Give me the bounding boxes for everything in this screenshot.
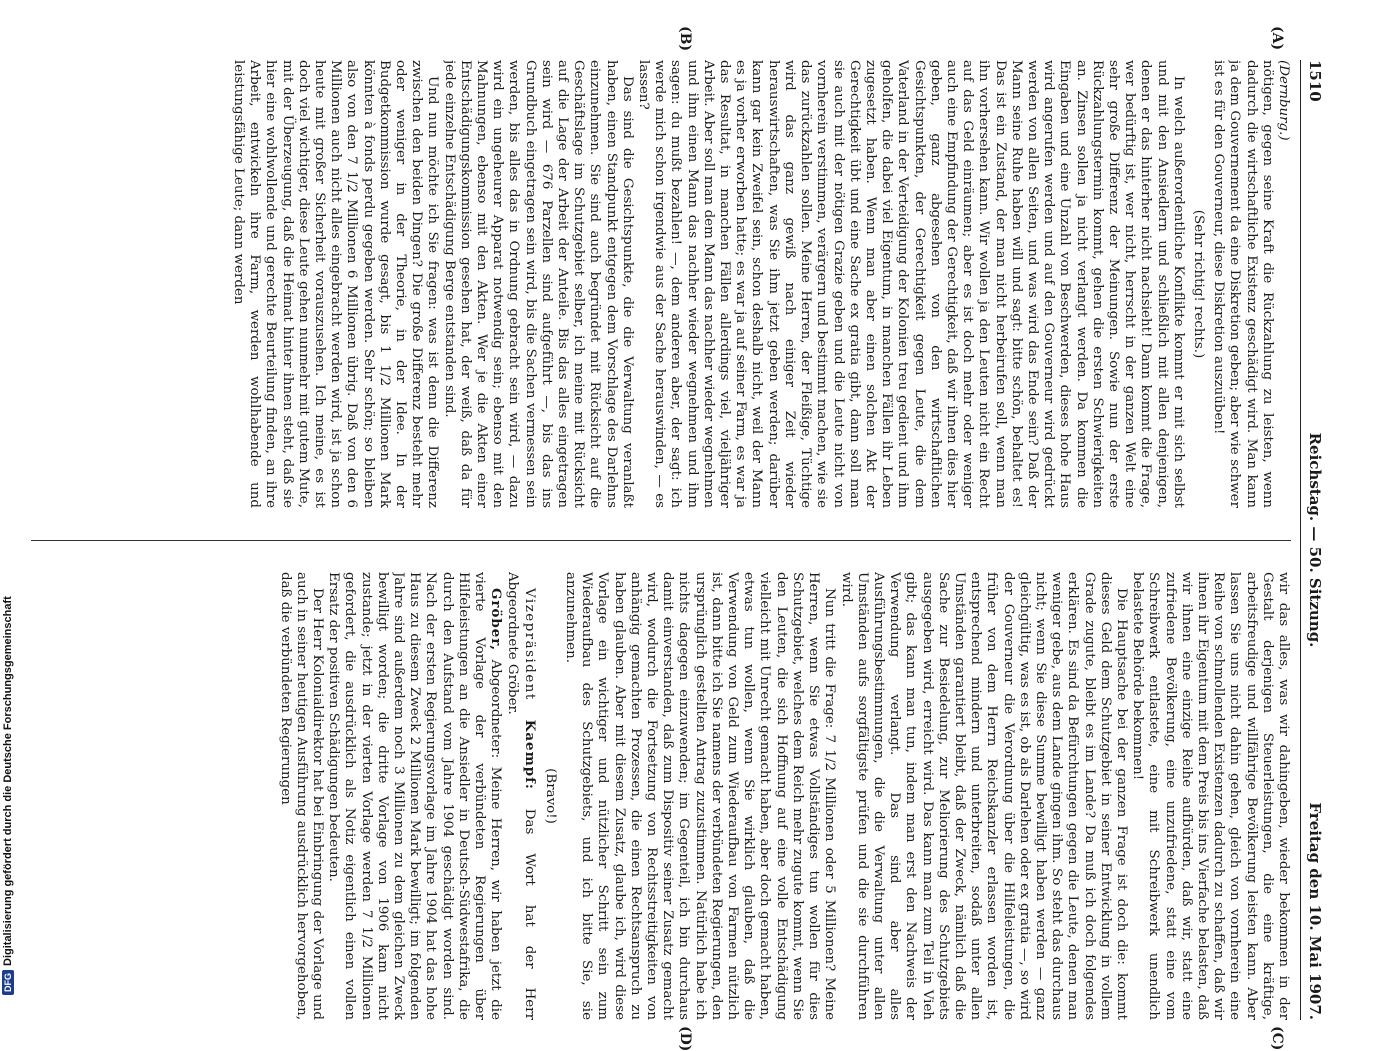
right-column [21, 572, 1291, 1020]
paragraph: wir das alles, was wir dahingeben, wieder bekommen in der Gestalt derjenigen Steuerleistungen, die eine kräftige, arbeitsfreudige und willfährige Bevölkerung leisten kann. Aber lassen Sie uns nicht dahin gehen, gleich von vornherein eine Reihe von schmollenden Existenzen dadurch zu schaffen, daß wir ihnen ihr Eigentum mit dem Preis bis ins Vierfache belasten, daß wir ihnen eine einzige Reihe aufbürden, daß wir, statt eine zufriedene Bevölkerung, eine unzufriedene, statt eine vom Schreibwerk entlastete, eine mit Schreibwerk unendlich belastete Behörde bekommen! [1130, 572, 1291, 1020]
chair-name: Kaempf: [521, 719, 538, 790]
chair-text: Das Wort hat der Herr Abgeordnete Gröber. [505, 572, 537, 1020]
speech-text: Abgeordneter: Meine Herren, wir haben jetzt die vierte Vorlage der verbündeten Regierungen über Hilfeleistungen an die Ansiedler in Deutsch-Südwestafrika, die durch den Aufstand vom Jahre 1904 geschädigt worden sind. Nach der ersten Regierungsvorlage im Jahre 1904 hat das hohe Haus zu diesem Zweck 2 Millionen Mark bewilligt; im folgenden Jahre sind außerdem noch 3 Millionen zu dem gleichen Zweck bewilligt worden; die dritte Vorlage von 1906 kam nicht zustande; jetzt in der vierten Vorlage werden 7 1/2 Millionen gefordert, die ausdrücklich als Notiz eigentlich einen vollen Ersatz der positiven Schädigungen bedeuten. [326, 572, 504, 1020]
paragraph: Das sind die Gesichtspunkte, die die Verwaltung veranlaßt haben, einen Standpunkt entgegen dem Vorschlage des Darlehns einzunehmen. Sie sind auch begründet mit Rücksicht auf die Geschäftslage im Schutzgebiet selber, ich meine mit Rücksicht auf die Lage der Arbeit der Anteile. Bis das alles eingetragen sein wird — 676 Parzellen sind aufgeführt —, bis das ins Grundbuch eingetragen sein wird, bis die Sachen vermessen sein werden, bis alles das in Ordnung gebracht sein wird, — dazu wird ein ungeheurer Apparat notwendig sein; ebenso mit den Mahnungen, ebenso mit den Akten. Wer je die Akten einer Entschädigungskommission gesehen hat, der weiß, daß da für jede einzelne Entschädigung Berge entstanden sind. [441, 60, 635, 508]
dfg-logo: DFG [2, 970, 14, 995]
scanned-page [15, 26, 1325, 1051]
speaker-name: Gröber, [488, 588, 505, 652]
speech-start [325, 572, 504, 1020]
paragraph: Die Hauptsache bei der ganzen Frage ist doch die: kommt dieses Geld dem Schutzgebiet in seiner Entwicklung in vollem Grade zugute, bleibt es im Lande? Da muß ich doch folgendes erklären. Es sind da Befürchtungen gegen die Leute, denen man weniger gebe, aus dem Lande gingen ihm. So steht das durchaus nicht; wenn Sie diese Summe bewilligt haben werden — ganz gleichgültig, was es ist, ob als Darlehen oder ex gratia —, so wird der Gouverneur die Verordnung über die Hilfeleistungen, die früher von dem Herrn Reichskanzler erlassen worden ist, entsprechend mindern und unterbreiten, sodaß unter allen Umständen garantiert bleibt, daß der Zweck, nämlich daß die Sache zur Besiedelung, zur Meliorierung des Schutzgebiets ausgegeben wird, erreicht wird. Das kann man zum Teil in Vieh gibt; das kann man tun, indem man erst den Nachweis der Verwendung verlangt. Das sind aber alles Ausführungsbestimmungen, die die Verwaltung unter allen Umständen aufs sorgfältigste prüfen und die sie durchführen wird. [838, 572, 1129, 1020]
column-divider [31, 540, 1291, 541]
session-title: Reichstag. — 50. Sitzung. [1306, 432, 1324, 648]
chair-statement [504, 572, 537, 1020]
session-date: Freitag den 10. Mai 1907. [1306, 802, 1324, 1020]
paragraph: Und nun möchte ich Sie fragen: was ist denn die Differenz zwischen den beiden Dingen? Die große Differenz besteht mehr oder weniger in der Theorie, in der Idee. In der Budgetkommission wurde gesagt, bis 1 1/2 Millionen Mark könnten à fonds perdu gegeben werden. Sehr schön; so bleiben also von den 7 1/2 Millionen 6 Millionen übrig. Daß von den 6 Millionen auch nicht alles eingebracht werden wird, ist ja schon heute mit großer Sicherheit vorauszusehen. Ich meine, es ist doch viel wichtiger, diese Leute gehen nunmehr mit gutem Mute, mit der Überzeugung, daß die Heimat hinter ihnen steht, daß sie hier eine wohlwollende und gerechte Beurteilung finden, an ihre Arbeit, entwickeln ihre Farm, werden wohlhabende und leistungsfähige Leute; dann werden [231, 60, 441, 508]
funding-credit-text: Digitalisierung gefördert durch die Deutsche Forschungsgemeinschaft [2, 596, 14, 966]
chair-title: Vizepräsident [521, 588, 537, 701]
page-number: 1510 [1306, 60, 1324, 102]
margin-marker-d: (D) [677, 1026, 693, 1051]
left-column [21, 60, 1291, 508]
margin-marker-a: (A) [1269, 26, 1285, 51]
paragraph: In welch außerordentliche Konflikte kommt er mit sich selbst und mit den Ansiedlern und schließlich mit allen denjenigen, denen er das hinterher nicht nachsieht! Dann kommt die Frage, wer bedürftig ist, wer nicht, herrscht in der ganzen Welt eine sehr große Differenz der Meinungen. Sowie nun der erste Rückzahlungstermin kommt, gehen die ersten Schwierigkeiten an. Zinsen sollen ja nicht verlangt werden. Da kommen die Eingaben und eine Unzahl von Beschwerden, dieses hohe Haus wird angerufen werden und auf den Gouverneur wird gedrückt werden von allen Seiten, und was wird das Ende sein? Daß der Mann seine Ruhe haben will und sagt: bitte schön, behaltet es! Das ist ein Zustand, der man nicht herbeirufen soll, wenn man ihn vorhersehen kann. Wir wollen ja den Leuten nicht ein Recht auf das Geld einräumen; aber es ist doch mehr oder weniger auch eine Empfindung der Gerechtigkeit, daß wir ihnen dies hier geben, ganz abgesehen von den wirtschaftlichen Gesichtspunkten, der Gerechtigkeit gegen Leute, die dem Vaterland in der Verteidigung der Kolonien treu gedient und ihm geholfen, die dabei viel Eigentum, in manchen Fällen ihr Leben zugesetzt haben. Wenn man aber einen solchen Akt der Gerechtigkeit übt und eine Sache ex gratia gibt, dann soll man sie auch mit der nötigen Grazie geben und die Leute nicht von vornherein verstimmen, verärgern und bestimmt machen, wie sie das zurückzahlen sollen. Meine Herren, der Fleißige, Tüchtige wird das ganz gewiß nach einiger Zeit wieder herauswirtschaften, was Sie ihm jetzt geben werden; darüber kann gar kein Zweifel sein, schon deshalb nicht, weil der Mann es ja vorher erworben hatte; es war ja auf seiner Farm, es war ja das Resultat, in manchen Fällen allerdings viel, vieljähriger Arbeit. Aber soll man dem Mann das nachher wieder wegnehmen und ihm einen Mann das nachher wieder wegnehmen und ihm sagen: du mußt bezahlen! —, dem anderen aber, der sagt: ich werde mich schon irgendwie aus der Sache herauswinden, — es lassen? [636, 60, 1186, 508]
paragraph: nötigen, gegen seine Kraft die Rückzahlung zu leisten, wenn dadurch die wirtschaftliche Existenz geschädigt wird. Man kann ja dem Gouvernement da eine Diskretion geben; aber wie schwer ist es für den Gouverneur, diese Diskretion auszuüben! [1211, 60, 1275, 508]
speaker-tag: (Dernburg.) [1276, 60, 1291, 141]
approval-note: (Sehr richtig! rechts.) [1190, 209, 1206, 359]
running-head [1300, 60, 1325, 1020]
applause-note: (Bravo!) [542, 768, 558, 824]
funding-credit [2, 596, 14, 995]
margin-marker-c: (C) [1269, 1026, 1285, 1051]
paragraph: Der Herr Kolonialdirektor hat bei Einbringung der Vorlage und auch in seiner heutigen Ausführung ausdrücklich hervorgehoben, daß die verbündeten Regierungen [277, 572, 326, 1020]
margin-marker-b: (B) [677, 26, 693, 52]
paragraph: Nun tritt die Frage: 7 1/2 Millionen oder 5 Millionen? Meine Herren, wenn Sie etwas Vollständiges tun wollen für dies Schutzgebiet, welches dem Reich mehr zugute kommt, wenn Sie den Leuten, die sich Hoffnung auf eine volle Entschädigung vielleicht mit Unrecht gemacht haben, aber doch gemacht haben, etwas tun wollen, wenn Sie wirklich glauben, daß die Verwendung von Geld zum Wiederaufbau von Farmen nützlich ist, dann bitte ich Sie namens der verbündeten Regierungen, den ursprünglich gestellten Antrag zuzustimmen. Natürlich habe ich nichts dagegen einzuwenden; im Gegenteil, ich bin durchaus damit einverstanden, daß zum Dispositiv seiner Zusatz gemacht wird, wodurch die Fortsetzung von Rechtsstreitigkeiten von anhängig gemachten Prozessen, die einen Rechtsanspruch zu haben glauben. Aber mit diesem Zusatz, glaube ich, wird diese Vorlage ein wichtiger und nützlicher Schritt sein zum Wiederaufbau des Schutzgebiets, und ich bitte Sie, sie anzunehmen. [563, 572, 838, 1020]
